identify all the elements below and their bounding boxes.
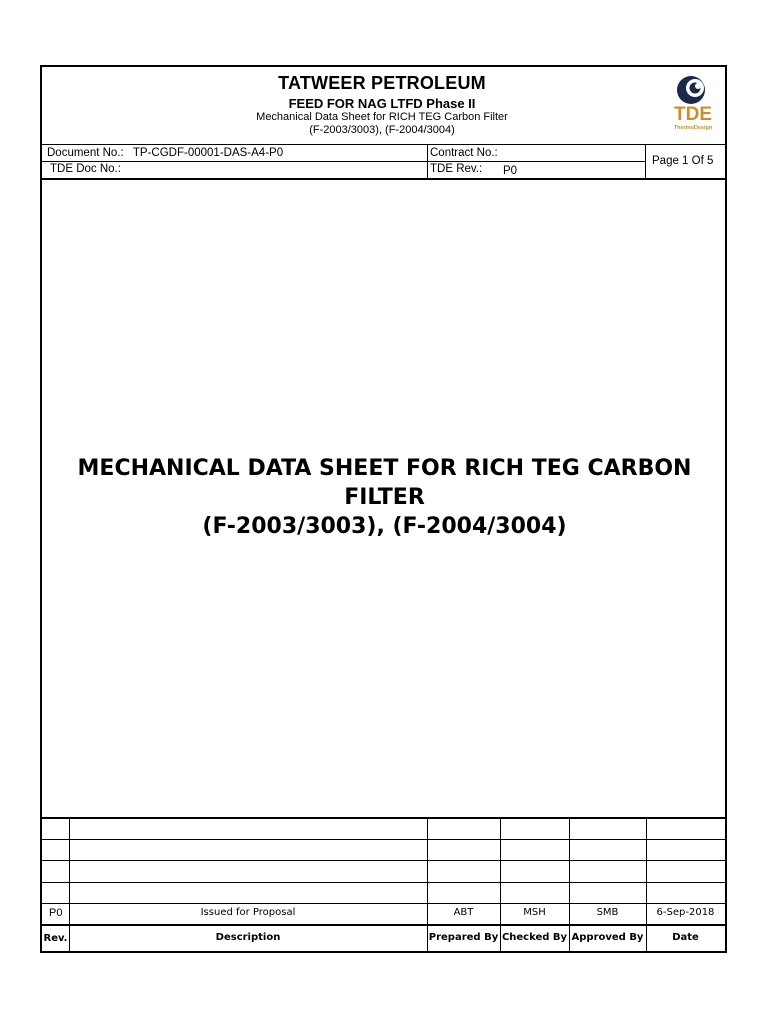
revision-header-date: Date: [672, 932, 699, 943]
revision-checked-cell: MSH: [523, 907, 546, 918]
revision-date-cell: 6-Sep-2018: [656, 907, 715, 918]
document-no-field: [47, 147, 283, 159]
main-title-line-1: MECHANICAL DATA SHEET FOR RICH TEG CARBON: [77, 456, 692, 481]
revision-header-checked: Checked By: [501, 932, 568, 943]
revision-header-approved: Approved By: [571, 932, 644, 943]
document-no-value: TP-CGDF-00001-DAS-A4-P0: [132, 147, 284, 159]
revision-header-description: Description: [215, 932, 281, 943]
main-title-line-2: FILTER: [344, 485, 425, 510]
header-divider: [42, 144, 725, 145]
tde-rev-label: TDE Rev.:: [430, 163, 483, 175]
revision-table-top-border: [42, 817, 725, 819]
main-title: [52, 454, 717, 541]
document-sheet: [40, 65, 727, 953]
document-subtitle: [192, 111, 572, 137]
revision-header-prepared: Prepared By: [428, 932, 499, 943]
subtitle-line-2: (F-2003/3003), (F-2004/3004): [309, 124, 455, 136]
document-no-label: Document No.:: [47, 147, 124, 159]
project-title: FEED FOR NAG LTFD Phase II: [288, 96, 476, 111]
tde-logo: [665, 71, 721, 135]
page-number: Page 1 Of 5: [652, 155, 714, 167]
revision-row-divider: [42, 839, 725, 840]
revision-row-divider: [42, 860, 725, 861]
company-name: TATWEER PETROLEUM: [278, 73, 486, 93]
revision-prepared-cell: ABT: [453, 907, 474, 918]
revision-approved-cell: SMB: [596, 907, 619, 918]
subtitle-line-1: Mechanical Data Sheet for RICH TEG Carbon Filter: [256, 111, 508, 123]
doc-info-col-divider: [427, 144, 428, 179]
logo-tagline: ThermoDesign: [673, 125, 713, 131]
doc-info-row-divider: [42, 161, 645, 162]
tde-swirl-icon: [665, 71, 721, 135]
logo-text: TDE: [674, 104, 712, 125]
main-title-line-3: (F-2003/3003), (F-2004/3004): [202, 514, 567, 539]
tde-rev-value: P0: [503, 165, 518, 177]
revision-header-divider: [42, 924, 725, 926]
tde-doc-no-label: TDE Doc No.:: [50, 163, 121, 175]
revision-rev-cell: P0: [49, 907, 63, 919]
page-col-divider: [645, 144, 646, 179]
revision-header-rev: Rev.: [43, 933, 68, 944]
revision-description-cell: Issued for Proposal: [200, 907, 296, 918]
revision-row-divider: [42, 903, 725, 904]
contract-no-label: Contract No.:: [430, 147, 498, 159]
revision-row-divider: [42, 882, 725, 883]
doc-info-bottom-border: [42, 178, 725, 180]
